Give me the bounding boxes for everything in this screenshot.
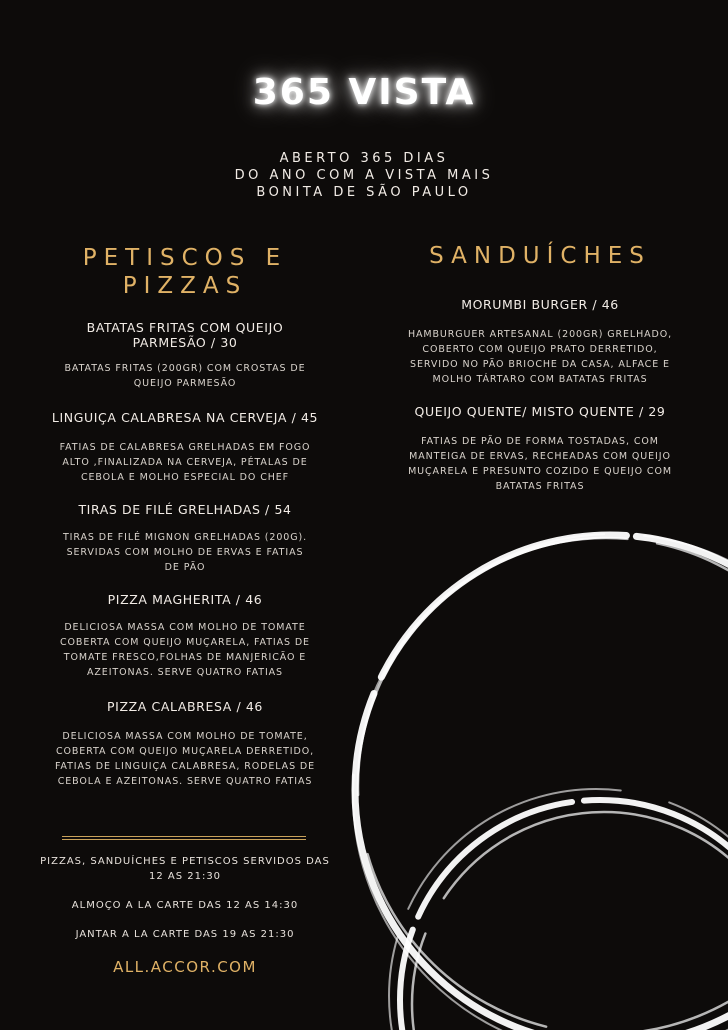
menu-item-title: BATATAS FRITAS COM QUEIJO PARMESÃO / 30 xyxy=(86,320,284,350)
tagline-line: BONITA DE SÃO PAULO xyxy=(256,185,472,200)
section-title-sanduiches: SANDUÍCHES xyxy=(429,243,651,269)
menu-item-description: FATIAS DE CALABRESA GRELHADAS EM FOGO ALTO ,FINALIZADA NA CERVEJA, PÉTALAS DE CEBOLA E MOLHO ESPECIAL DO CHEF xyxy=(59,442,311,483)
menu-item-title: MORUMBI BURGER / 46 xyxy=(461,297,619,312)
menu-item-description: DELICIOSA MASSA COM MOLHO DE TOMATE, COBERTA COM QUEIJO MUÇARELA DERRETIDO, FATIAS DE LINGUIÇA CALABRESA, RODELAS DE CEBOLA E AZEITONAS. SERVE QUATRO FATIAS xyxy=(54,731,316,787)
menu-item-title: TIRAS DE FILÉ GRELHADAS / 54 xyxy=(78,502,292,517)
upper-ring-stroke xyxy=(353,534,728,1030)
restaurant-title: 365 VISTA xyxy=(252,72,476,113)
lower-ring xyxy=(400,800,728,1030)
menu-item-title: PIZZA CALABRESA / 46 xyxy=(107,699,263,714)
website-link[interactable]: ALL.ACCOR.COM xyxy=(113,958,257,976)
tagline-line: DO ANO COM A VISTA MAIS xyxy=(234,168,494,183)
gold-divider xyxy=(62,836,306,840)
lunch-hours: ALMOÇO A LA CARTE DAS 12 AS 14:30 xyxy=(71,900,299,911)
section-title-line: PETISCOS E xyxy=(82,245,288,271)
menu-item-description: FATIAS DE PÃO DE FORMA TOSTADAS, COM MANTEIGA DE ERVAS, RECHEADAS COM QUEIJO MUÇARELA E PRESUNTO COZIDO E QUEIJO COM BATATAS FRITAS xyxy=(408,436,672,492)
menu-item-title: PIZZA MAGHERITA / 46 xyxy=(107,592,263,607)
menu-item-title: QUEIJO QUENTE/ MISTO QUENTE / 29 xyxy=(414,404,666,419)
upper-ring xyxy=(355,535,728,1030)
dinner-hours: JANTAR A LA CARTE DAS 19 AS 21:30 xyxy=(75,929,295,940)
menu-item-title: LINGUIÇA CALABRESA NA CERVEJA / 45 xyxy=(51,410,319,425)
tagline-line: ABERTO 365 DIAS xyxy=(279,151,449,166)
serving-hours: PIZZAS, SANDUÍCHES E PETISCOS SERVIDOS DAS 12 AS 21:30 xyxy=(40,856,330,882)
menu-item-description: DELICIOSA MASSA COM MOLHO DE TOMATE COBERTA COM QUEIJO MUÇARELA, FATIAS DE TOMATE FRESCO,FOLHAS DE MANJERICÃO E AZEITONAS. SERVE QUATRO FATIAS xyxy=(60,622,310,678)
section-title-line: PIZZAS xyxy=(122,273,248,299)
menu-item-description: BATATAS FRITAS (200GR) COM CROSTAS DE QUEIJO PARMESÃO xyxy=(64,363,306,389)
menu-item-description: HAMBURGUER ARTESANAL (200GR) GRELHADO, COBERTO COM QUEIJO PRATO DERRETIDO, SERVIDO NO PÃO BRIOCHE DA CASA, ALFACE E MOLHO TÁRTARO COM BATATAS FRITAS xyxy=(407,329,673,385)
menu-item-description: TIRAS DE FILÉ MIGNON GRELHADAS (200G). SERVIDAS COM MOLHO DE ERVAS E FATIAS DE PÃO xyxy=(62,532,308,573)
tagline xyxy=(0,150,728,201)
section-title-petiscos xyxy=(40,244,330,300)
